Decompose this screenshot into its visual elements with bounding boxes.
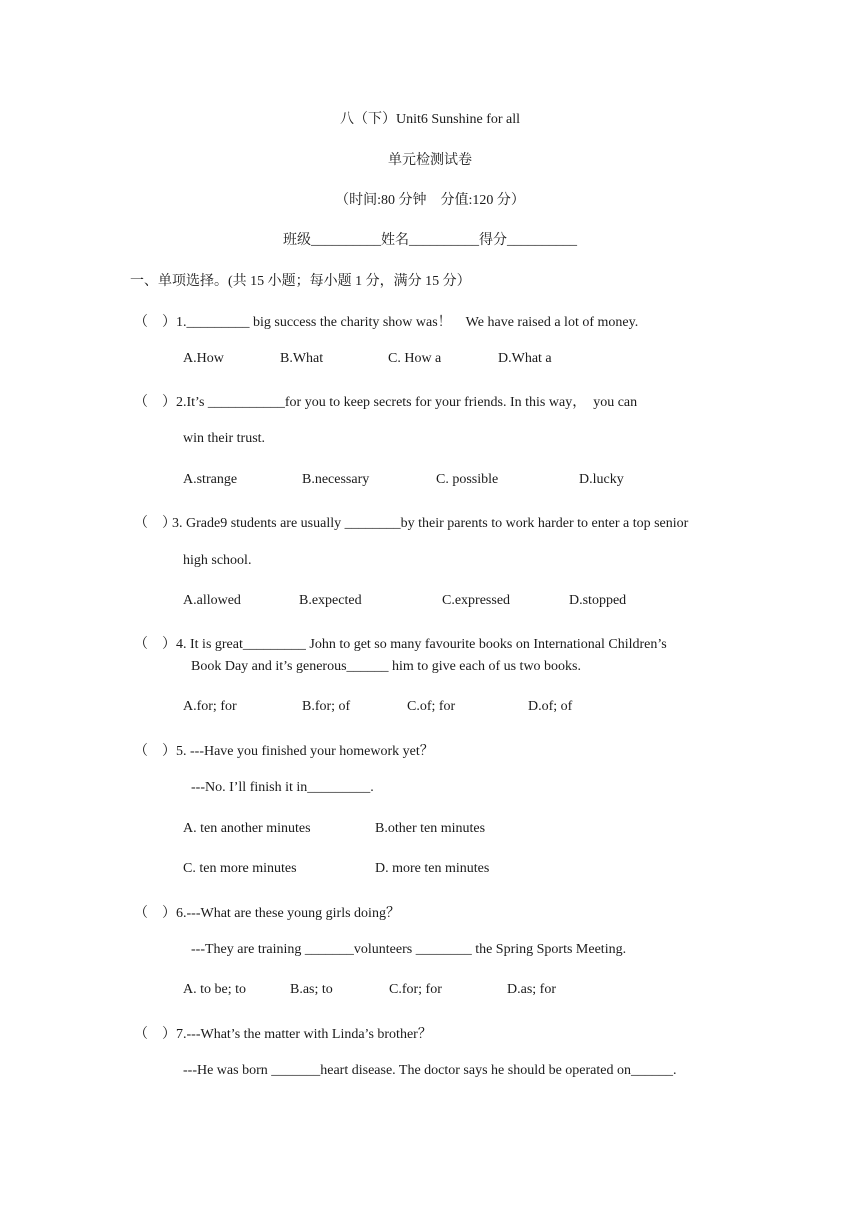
- option-d: D.lucky: [579, 472, 624, 487]
- option-a: A. ten another minutes: [183, 821, 311, 836]
- section-heading: 一、单项选择。(共 15 小题；每小题 1 分，满分 15 分）: [130, 274, 471, 289]
- answer-paren: （ ）: [134, 906, 176, 921]
- option-d: D. more ten minutes: [375, 861, 490, 876]
- question-text-cont: high school.: [183, 553, 252, 568]
- option-b: B.What: [280, 351, 324, 366]
- question-text-cont: win their trust.: [183, 431, 266, 446]
- option-b: B.expected: [299, 593, 362, 608]
- option-a: A. to be; to: [183, 982, 246, 997]
- question-text: 7.---What’s the matter with Linda’s brother？: [176, 1027, 432, 1042]
- answer-paren: （ ）: [134, 1027, 176, 1042]
- option-d: D.of; of: [528, 699, 573, 714]
- answer-paren: （ ）: [134, 744, 176, 759]
- question-text: 4. It is great_________ John to get so many favourite books on International Children’s: [176, 637, 667, 652]
- question-text: 6.---What are these young girls doing？: [176, 906, 400, 921]
- option-c: C.expressed: [442, 593, 511, 608]
- question-text: 1._________ big success the charity show was！ We have raised a lot of money.: [176, 315, 639, 330]
- option-c: C. possible: [436, 472, 499, 487]
- answer-paren: （ ）: [134, 637, 176, 652]
- option-d: D.as; for: [507, 982, 556, 997]
- question-text: 2.It’s ___________for you to keep secrets for your friends. In this way， you can: [176, 395, 638, 410]
- option-b: B.as; to: [290, 982, 333, 997]
- exam-title: 八（下）Unit6 Sunshine for all: [339, 112, 521, 127]
- answer-paren: （ ）: [134, 516, 176, 531]
- answer-paren: （ ）: [134, 315, 176, 330]
- question-text: 3. Grade9 students are usually ________by their parents to work harder to enter a top senior: [172, 516, 689, 531]
- option-a: A.How: [183, 351, 224, 366]
- option-a: A.allowed: [183, 593, 241, 608]
- question-text-cont: ---No. I’ll finish it in_________.: [191, 780, 374, 795]
- option-a: A.for; for: [183, 699, 237, 714]
- student-info-fields: 班级__________姓名__________得分__________: [283, 233, 577, 248]
- option-c: C.for; for: [389, 982, 442, 997]
- question-text-cont: Book Day and it’s generous______ him to give each of us two books.: [191, 659, 582, 674]
- answer-paren: （ ）: [134, 395, 176, 410]
- option-b: B.other ten minutes: [375, 821, 486, 836]
- option-c: C. ten more minutes: [183, 861, 297, 876]
- exam-meta: （时间:80 分钟 分值:120 分）: [335, 193, 525, 208]
- option-c: C.of; for: [407, 699, 456, 714]
- question-text: 5. ---Have you finished your homework yet？: [176, 744, 434, 759]
- option-b: B.for; of: [302, 699, 351, 714]
- question-text-cont: ---He was born _______heart disease. The doctor says he should be operated on______.: [183, 1063, 677, 1078]
- exam-subtitle: 单元检测试卷: [388, 153, 472, 168]
- question-text-cont: ---They are training _______volunteers ________ the Spring Sports Meeting.: [191, 942, 627, 957]
- option-d: D.stopped: [569, 593, 627, 608]
- option-c: C. How a: [388, 351, 442, 366]
- option-a: A.strange: [183, 472, 238, 487]
- option-d: D.What a: [498, 351, 552, 366]
- option-b: B.necessary: [302, 472, 370, 487]
